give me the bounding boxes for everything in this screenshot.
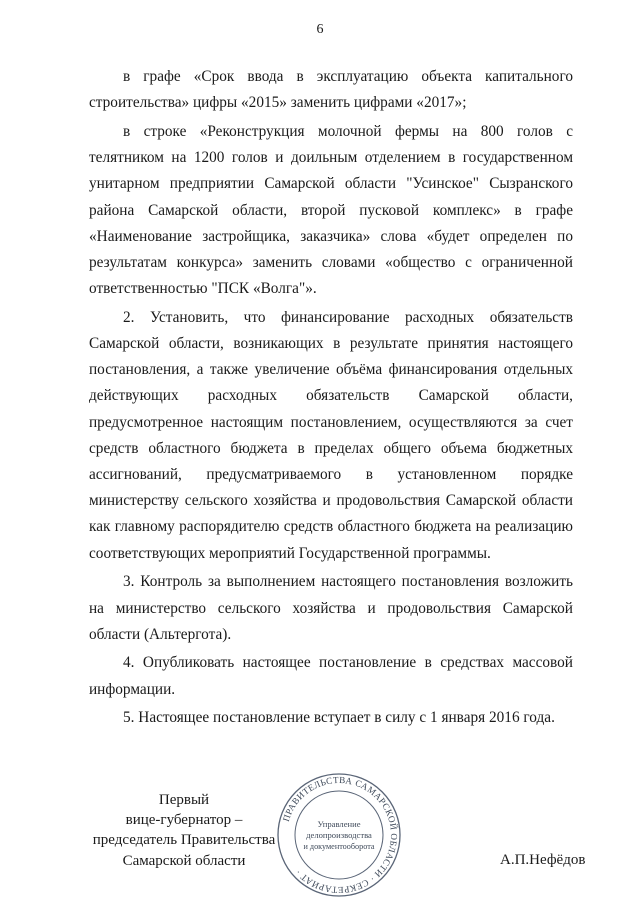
paragraph-3: 2. Установить, что финансирование расходных обязательств Самарской области, возникающих в результате принятия настоящего постановления, а также увеличение объёма финансирования отдельных действующих расходных обязательств Самарской области, предусмотренное настоящим постановлением, осуществляются за счет средств областного бюджета в пределах общего объема бюджетных ассигнований, предусматриваемого в установленном порядке министерству сельского хозяйства и продовольствия Самарской области как главному распорядителю средств областного бюджета на реализацию соответствующих мероприятий Государственной программы. [89, 308, 573, 562]
seal-graphic [275, 771, 403, 899]
document-body [89, 64, 573, 734]
paragraph-6: 5. Настоящее постановление вступает в силу с 1 января 2016 года. [123, 709, 555, 727]
signatory-title-line: председатель Правительства [92, 832, 276, 849]
signatory-title-line: Самарской области [122, 852, 246, 869]
signatory-title [89, 790, 279, 871]
page-number: 6 [316, 22, 324, 37]
signatory-title-line: вице-губернатор – [125, 812, 243, 829]
seal-inner-line: и документооборота [303, 842, 375, 851]
official-seal-stamp [275, 771, 403, 899]
paragraph-1: в графе «Срок ввода в эксплуатацию объекта капитального строительства» цифры «2015» заменить цифрами «2017»; [89, 68, 573, 112]
signatory-name: А.П.Нефёдов [500, 852, 586, 868]
paragraph-5: 4. Опубликовать настоящее постановление в средствах массовой информации. [89, 654, 573, 698]
seal-inner-line: делопроизводства [306, 830, 372, 840]
seal-inner-line: Управление [317, 819, 361, 829]
seal-outer-text: ПРАВИТЕЛЬСТВА САМАРСКОЙ ОБЛАСТИ · СЕКРЕТАРИАТ · [280, 774, 400, 896]
paragraph-4: 3. Контроль за выполнением настоящего постановления возложить на министерство сельского хозяйства и продовольствия Самарской области (Альтергота). [89, 573, 573, 643]
paragraph-2: в строке «Реконструкция молочной фермы на 800 голов с телятником на 1200 голов и доильным отделением в государственном унитарном предприятии Самарской области "Усинское" Сызранского района Самарской области, второй пусковой комплекс» в графе «Наименование застройщика, заказчика» слова «будет определен по результатам конкурса» заменить словами «общество с ограниченной ответственностью "ПСК «Волга"». [89, 122, 573, 298]
signatory-title-line: Первый [158, 792, 210, 808]
